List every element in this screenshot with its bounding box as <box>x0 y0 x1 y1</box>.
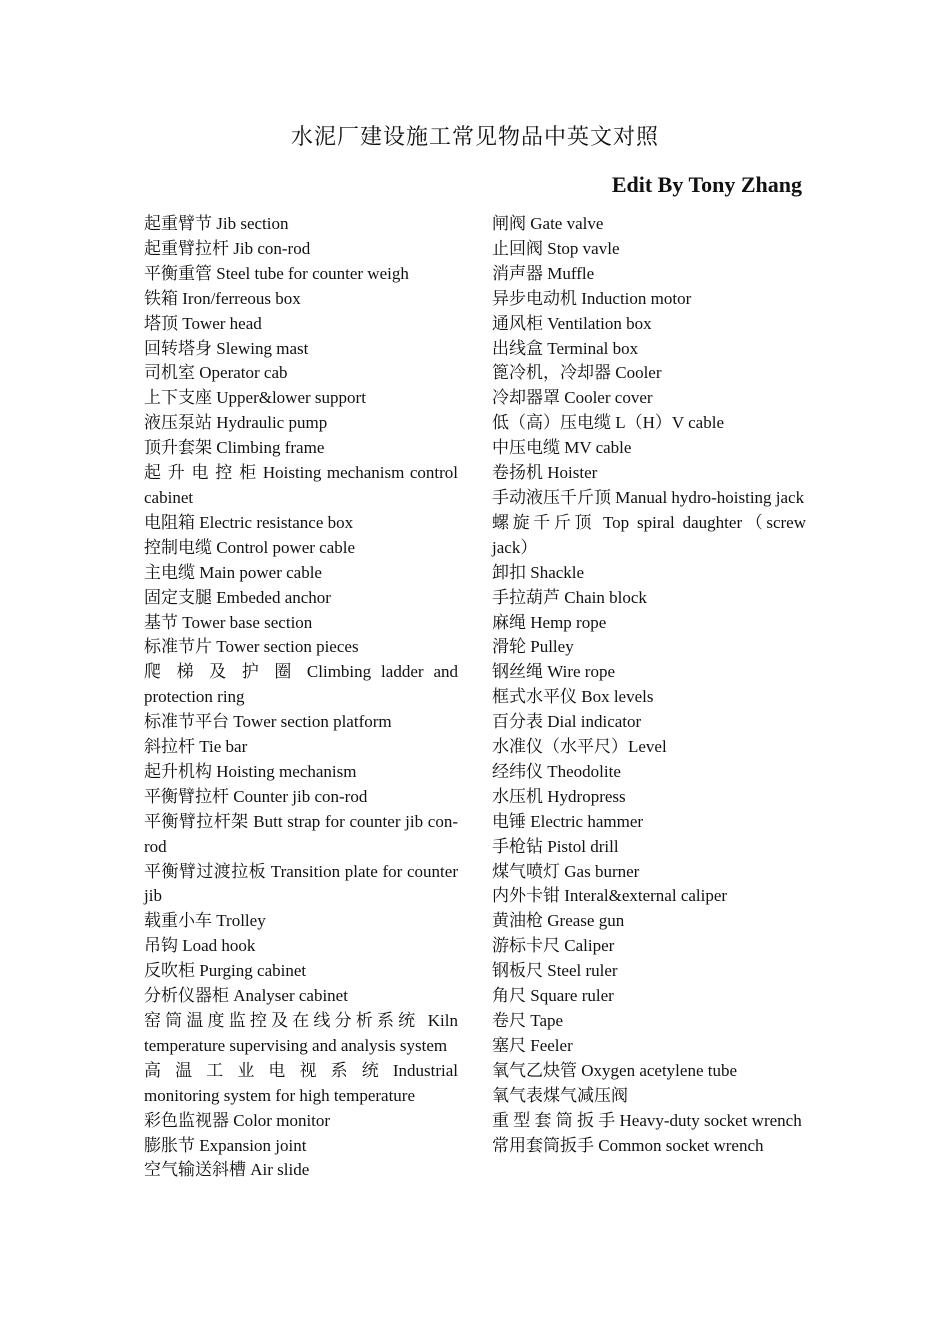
glossary-entry: 高 温 工 业 电 视 系 统 Industrial monitoring system for high temperature <box>144 1060 458 1105</box>
glossary-entry: 起重臂拉杆 Jib con-rod <box>144 238 311 258</box>
glossary-entry: 载重小车 Trolley <box>144 911 266 931</box>
glossary-entry: 百分表 Dial indicator <box>492 712 642 732</box>
glossary-entry: 水准仪（水平尺）Level <box>492 737 667 757</box>
glossary-entry: 塔顶 Tower head <box>144 313 262 333</box>
glossary-entry: 煤气喷灯 Gas burner <box>492 861 640 881</box>
glossary-entry: 爬 梯 及 护 圈 Climbing ladder and protection ring <box>144 662 458 707</box>
glossary-entry: 止回阀 Stop vavle <box>492 238 620 258</box>
glossary-entry: 彩色监视器 Color monitor <box>144 1110 331 1130</box>
glossary-entry: 中压电缆 MV cable <box>492 438 632 458</box>
glossary-entry: 消声器 Muffle <box>492 263 595 283</box>
glossary-entry: 吊钩 Load hook <box>144 936 256 956</box>
glossary-entry: 篦冷机，冷却器 Cooler <box>492 363 662 383</box>
glossary-entry: 塞尺 Feeler <box>492 1035 573 1055</box>
glossary-entry: 内外卡钳 Interal&external caliper <box>492 886 728 906</box>
right-glossary-column <box>492 212 806 1158</box>
glossary-entry: 铁箱 Iron/ferreous box <box>144 288 301 308</box>
glossary-entry: 分析仪器柜 Analyser cabinet <box>144 986 348 1006</box>
glossary-entry: 回转塔身 Slewing mast <box>144 338 309 358</box>
glossary-entry: 起重臂节 Jib section <box>144 214 289 233</box>
glossary-entry: 异步电动机 Induction motor <box>492 288 692 308</box>
glossary-entry: 平衡臂拉杆架 Butt strap for counter jib con-rod <box>144 811 458 856</box>
glossary-entry: 闸阀 Gate valve <box>492 214 604 233</box>
glossary-entry: 卷尺 Tape <box>492 1011 564 1030</box>
glossary-entry: 框式水平仪 Box levels <box>492 687 654 707</box>
glossary-entry: 司机室 Operator cab <box>144 363 288 383</box>
glossary-entry: 低（高）压电缆 L（H）V cable <box>492 413 724 433</box>
glossary-entry: 卸扣 Shackle <box>492 562 585 582</box>
glossary-entry: 角尺 Square ruler <box>492 986 614 1006</box>
glossary-entry: 手拉葫芦 Chain block <box>492 587 647 607</box>
glossary-entry: 主电缆 Main power cable <box>144 562 322 582</box>
glossary-entry: 标准节平台 Tower section platform <box>144 712 392 732</box>
glossary-entry: 螺旋千斤顶 Top spiral daughter（screw jack） <box>492 512 806 557</box>
glossary-entry: 出线盒 Terminal box <box>492 338 639 358</box>
glossary-entry: 顶升套架 Climbing frame <box>144 438 325 458</box>
glossary-entry: 起升机构 Hoisting mechanism <box>144 761 357 781</box>
glossary-entry: 手枪钻 Pistol drill <box>492 836 619 856</box>
glossary-entry: 通风柜 Ventilation box <box>492 313 652 333</box>
glossary-entry: 液压泵站 Hydraulic pump <box>144 413 328 433</box>
glossary-entry: 钢板尺 Steel ruler <box>492 961 618 981</box>
glossary-entry: 电阻箱 Electric resistance box <box>144 512 354 532</box>
glossary-entry: 卷扬机 Hoister <box>492 463 598 483</box>
glossary-entry: 麻绳 Hemp rope <box>492 612 607 632</box>
left-glossary-column <box>144 212 458 1183</box>
glossary-entry: 窑筒温度监控及在线分析系统 Kiln temperature supervising and analysis system <box>144 1011 458 1055</box>
page-title: 水泥厂建设施工常见物品中英文对照 <box>290 124 659 149</box>
glossary-entry: 基节 Tower base section <box>144 612 313 632</box>
glossary-entry: 手动液压千斤顶 Manual hydro-hoisting jack <box>492 487 805 507</box>
glossary-entry: 钢丝绳 Wire rope <box>492 662 616 682</box>
glossary-entry: 冷却器罩 Cooler cover <box>492 388 653 408</box>
glossary-entry: 空气输送斜槽 Air slide <box>144 1160 310 1180</box>
glossary-entry: 控制电缆 Control power cable <box>144 537 356 557</box>
glossary-entry: 起 升 电 控 柜 Hoisting mechanism control cabinet <box>144 463 458 507</box>
glossary-entry: 上下支座 Upper&lower support <box>144 388 366 408</box>
glossary-entry: 标准节片 Tower section pieces <box>144 637 359 657</box>
glossary-entry: 黄油枪 Grease gun <box>492 911 625 931</box>
glossary-entry: 斜拉杆 Tie bar <box>144 737 248 757</box>
glossary-entry: 平衡臂拉杆 Counter jib con-rod <box>144 786 368 806</box>
glossary-entry: 反吹柜 Purging cabinet <box>144 961 307 981</box>
glossary-entry: 重 型 套 筒 扳 手 Heavy-duty socket wrench <box>492 1110 802 1130</box>
glossary-entry: 电锤 Electric hammer <box>492 811 644 831</box>
glossary-entry: 游标卡尺 Caliper <box>492 936 615 956</box>
glossary-entry: 平衡臂过渡拉板 Transition plate for counter jib <box>144 861 458 906</box>
glossary-entry: 水压机 Hydropress <box>492 786 626 806</box>
glossary-entry: 滑轮 Pulley <box>492 637 574 657</box>
editor-credit: Edit By Tony Zhang <box>611 172 802 197</box>
glossary-entry: 经纬仪 Theodolite <box>492 761 621 781</box>
glossary-entry: 氧气表煤气减压阀 <box>492 1085 628 1105</box>
glossary-entry: 膨胀节 Expansion joint <box>144 1135 307 1155</box>
glossary-entry: 固定支腿 Embeded anchor <box>144 587 331 607</box>
glossary-entry: 平衡重管 Steel tube for counter weigh <box>144 263 409 283</box>
glossary-entry: 氧气乙炔管 Oxygen acetylene tube <box>492 1060 738 1080</box>
glossary-entry: 常用套筒扳手 Common socket wrench <box>492 1135 764 1155</box>
